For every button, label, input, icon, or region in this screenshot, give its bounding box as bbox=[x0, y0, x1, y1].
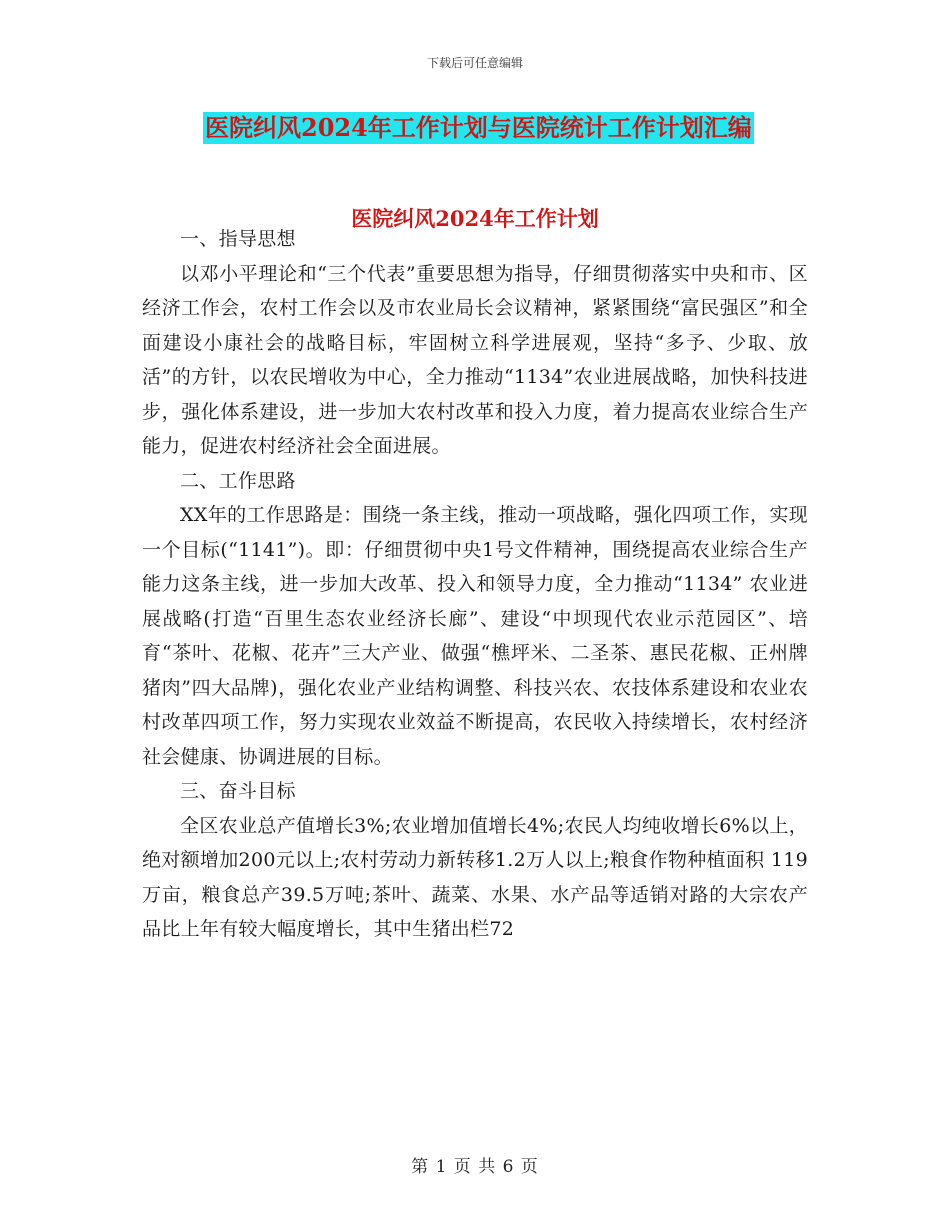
section-paragraph-2: XX年的工作思路是：围绕一条主线，推动一项战略，强化四项工作，实现一个目标(“1141”)。即：仔细贯彻中央1号文件精神，围绕提高农业综合生产能力这条主线，进一步加大改革、投入和领导力度，全力推动“1134” 农业进展战略(打造“百里生态农业经济长廊”、建设“中坝现代农业示范园区”、培育“茶叶、花椒、花卉”三大产业、做强“樵坪米、二圣茶、惠民花椒、正州牌猪肉”四大品牌)，强化农业产业结构调整、科技兴农、农技体系建设和农业农村改革四项工作，努力实现农业效益不断提高，农民收入持续增长，农村经济社会健康、协调进展的目标。 bbox=[142, 504, 808, 768]
section-heading-2: 二、工作思路 bbox=[180, 469, 296, 492]
document-body bbox=[142, 222, 808, 947]
document-title: 医院纠风2024年工作计划与医院统计工作计划汇编 bbox=[205, 113, 752, 142]
section-heading-3: 三、奋斗目标 bbox=[180, 780, 296, 802]
header-note: 下载后可任意编辑 bbox=[426, 56, 523, 70]
page-footer: 第 1 页 共 6 页 bbox=[411, 1157, 539, 1177]
section-paragraph-3: 全区农业总产值增长3%;农业增加值增长4%;农民人均纯收增长6%以上，绝对额增加200元以上;农村劳动力新转移1.2万人以上;粮食作物种植面积 119万亩，粮食总产39.5万吨;茶叶、蔬菜、水果、水产品等适销对路的大宗农产品比上年有较大幅度增长，其中生猪出栏72 bbox=[142, 814, 808, 940]
section-paragraph-1: 以邓小平理论和“三个代表”重要思想为指导，仔细贯彻落实中央和市、区经济工作会，农村工作会以及市农业局长会议精神，紧紧围绕“富民强区”和全面建设小康社会的战略目标，牢固树立科学进展观，坚持“多予、少取、放活”的方针，以农民增收为中心，全力推动“1134”农业进展战略，加快科技进步，强化体系建设，进一步加大农村改革和投入力度，着力提高农业综合生产能力，促进农村经济社会全面进展。 bbox=[142, 262, 808, 457]
section-heading-1: 一、指导思想 bbox=[180, 228, 296, 250]
section-title: 医院纠风2024年工作计划 bbox=[351, 206, 599, 231]
